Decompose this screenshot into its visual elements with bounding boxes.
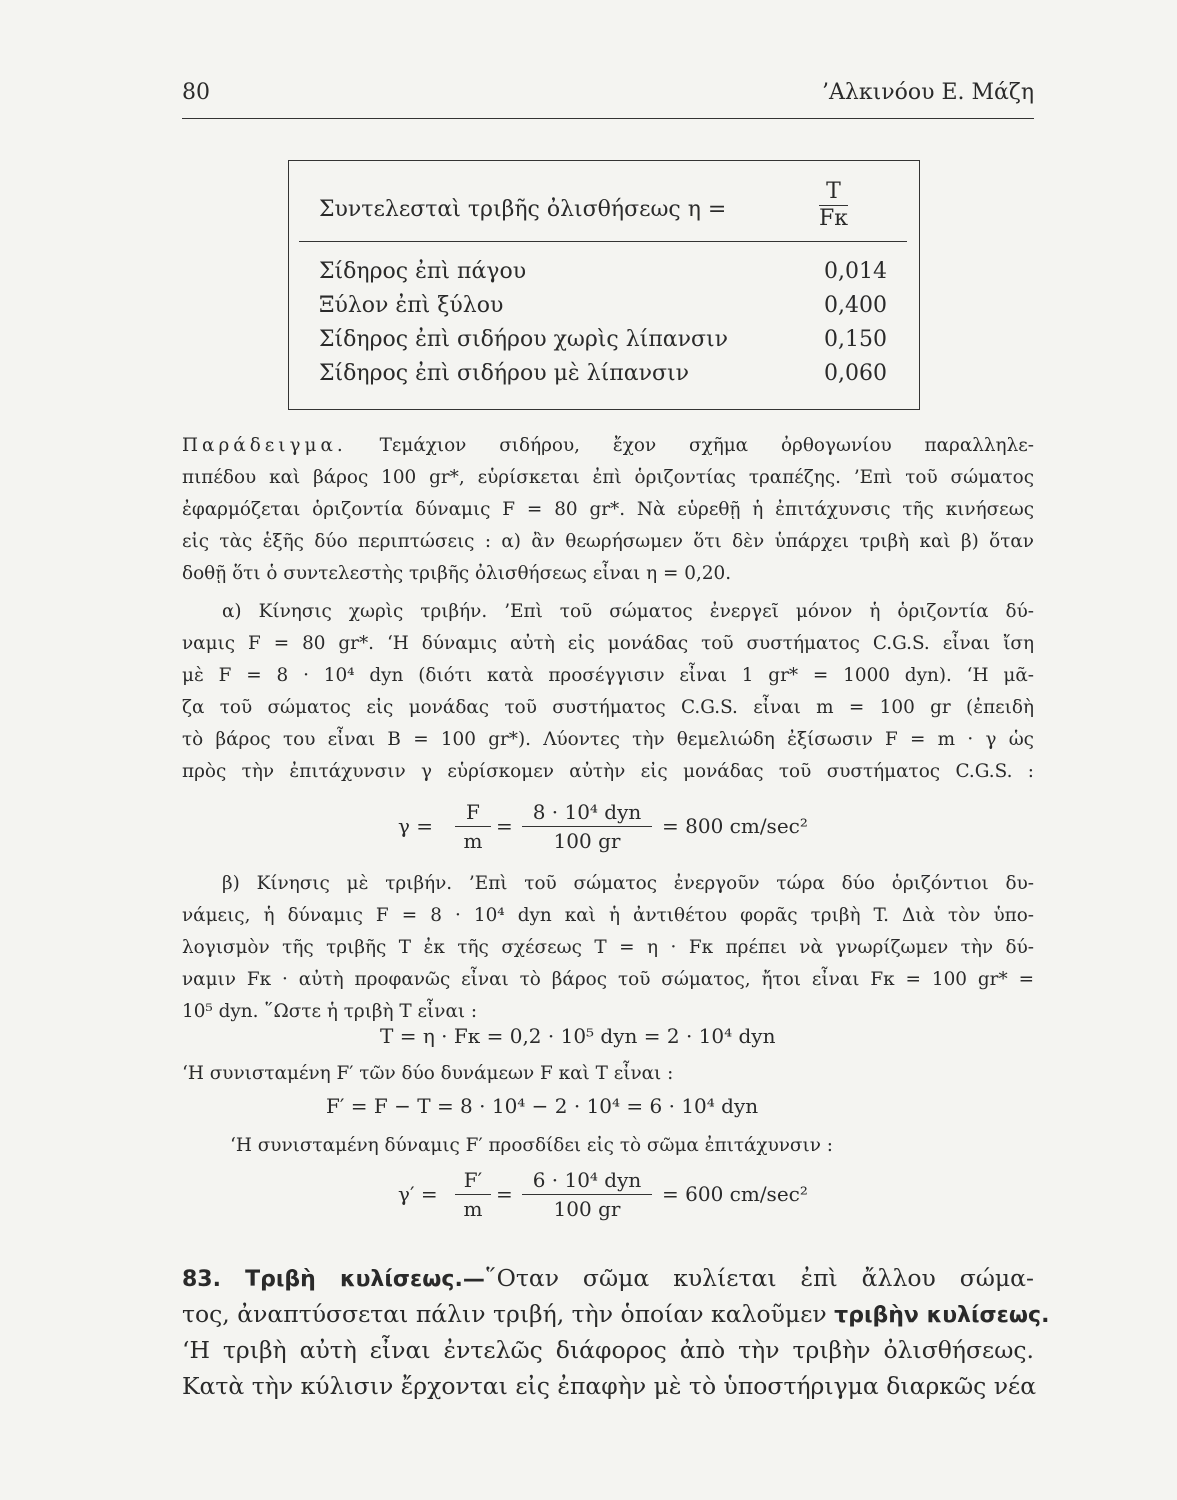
page-number: 80 <box>182 80 210 105</box>
text-line: ἐφαρμόζεται ὁριζοντία δύναμις F = 80 gr*. Νὰ εὑρεθῇ ἡ ἐπιτάχυνσις τῆς κινήσεως <box>182 499 1034 520</box>
text-line: δοθῇ ὅτι ὁ συντελεστὴς τριβῆς ὀλισθήσεως εἶναι η = 0,20. <box>182 563 732 584</box>
fraction-numerator: F′ <box>455 1166 491 1195</box>
text-line: ναμιν Fκ · αὐτὴ προφανῶς εἶναι τὸ βάρος τοῦ σώματος, ἤτοι εἶναι Fκ = 100 gr* = <box>182 969 1034 990</box>
key-term: τριβὴν κυλίσεως. <box>834 1303 1050 1328</box>
text-line: ‘Η συνισταμένη δύναμις F′ προσδίδει εἰς τὸ σῶμα ἐπιτάχυνσιν : <box>230 1135 833 1156</box>
value-cell: 0,150 <box>824 327 887 352</box>
text-line: τὸ βάρος του εἶναι B = 100 gr*). Λύοντες τὴν θεμελιώδη ἐξίσωσιν F = m · γ ὡς <box>182 729 1034 750</box>
text-line: λογισμὸν τῆς τριβῆς T ἐκ τῆς σχέσεως T = η · Fκ πρέπει νὰ γνωρίζωμεν τὴν δύ- <box>182 937 1034 958</box>
text-span: Τεμάχιον σιδήρου, ἔχον σχῆμα ὀρθογωνίου παραλληλε- <box>379 435 1034 456</box>
material-cell: Σίδηρος ἐπὶ πάγου <box>319 259 527 284</box>
table-title-fraction <box>819 179 848 232</box>
material-cell: Σίδηρος ἐπὶ σιδήρου χωρὶς λίπανσιν <box>319 327 729 352</box>
fraction-denominator: m <box>463 829 483 853</box>
value-cell: 0,014 <box>824 259 887 284</box>
section-heading: 83. Τριβὴ κυλίσεως.— <box>182 1267 485 1292</box>
eq-fraction <box>455 798 491 855</box>
value-cell: 0,400 <box>824 293 887 318</box>
eq-equals: = <box>496 814 513 838</box>
text-line: ‘Η συνισταμένη F′ τῶν δύο δυνάμεων F καὶ T εἶναι : <box>182 1063 674 1084</box>
fraction-numerator: T <box>819 179 848 206</box>
eq-rhs: = 800 cm/sec² <box>662 814 808 838</box>
eq-fraction <box>522 1166 652 1223</box>
table-row <box>319 259 887 291</box>
eq-equals: = <box>496 1182 513 1206</box>
text-line <box>182 430 1034 462</box>
fraction-numerator: 8 · 10⁴ dyn <box>522 798 652 827</box>
section-83 <box>182 1260 1050 1404</box>
text-line: Κατὰ τὴν κύλισιν ἔρχονται εἰς ἐπαφὴν μὲ τὸ ὑποστήριγμα διαρκῶς νέα <box>182 1372 1037 1400</box>
text-line: πιπέδου καὶ βάρος 100 gr*, εὑρίσκεται ἐπὶ ὁριζοντίας τραπέζης. ’Επὶ τοῦ σώματος <box>182 467 1034 488</box>
case-b-paragraph <box>182 868 1034 1028</box>
case-a-paragraph <box>182 596 1034 788</box>
example-paragraph <box>182 430 1034 590</box>
eq-fraction <box>455 1166 491 1223</box>
running-author: ’Αλκινόου Ε. Μάζη <box>822 80 1034 105</box>
fraction-numerator: F <box>455 798 491 827</box>
text-line <box>182 1296 1050 1332</box>
table-row <box>319 293 887 325</box>
text-line: εἰς τὰς ἑξῆς δύο περιπτώσεις : α) ἂν θεωρήσωμεν ὅτι δὲν ὑπάρχει τριβὴ καὶ β) ὅταν <box>182 531 1034 552</box>
page-header <box>182 80 1034 114</box>
text-line: ‘Η τριβὴ αὐτὴ εἶναι ἐντελῶς διάφορος ἀπὸ τὴν τριβὴν ὀλισθήσεως. <box>182 1336 1034 1364</box>
text-span: τος, ἀναπτύσσεται πάλιν τριβή, τὴν ὁποίαν καλοῦμεν <box>182 1300 827 1328</box>
value-cell: 0,060 <box>824 361 887 386</box>
material-cell: Σίδηρος ἐπὶ σιδήρου μὲ λίπανσιν <box>319 361 689 386</box>
equation-resultant: F′ = F − T = 8 · 10⁴ − 2 · 10⁴ = 6 · 10⁴ dyn <box>326 1094 759 1118</box>
text-line: 10⁵ dyn. ῞Ωστε ἡ τριβὴ T εἶναι : <box>182 1001 478 1022</box>
table-row <box>319 327 887 359</box>
eq-rhs: = 600 cm/sec² <box>662 1182 808 1206</box>
fraction-denominator: m <box>463 1197 483 1221</box>
table-row <box>319 361 887 393</box>
material-cell: Ξύλον ἐπὶ ξύλου <box>319 293 504 318</box>
text-line: νάμεις, ἡ δύναμις F = 8 · 10⁴ dyn καὶ ἡ ἀντιθέτου φορᾶς τριβὴ T. Διὰ τὸν ὑπο- <box>182 905 1034 926</box>
text-line: β) Κίνησις μὲ τριβήν. ’Επὶ τοῦ σώματος ἐνεργοῦν τώρα δύο ὁριζόντιοι δυ- <box>222 873 1034 894</box>
text-line <box>182 1260 1034 1296</box>
eq-fraction <box>522 798 652 855</box>
table-title: Συντελεσταὶ τριβῆς ὀλισθήσεως η = <box>319 197 727 222</box>
table-heading <box>319 181 909 241</box>
text-line: α) Κίνησις χωρὶς τριβήν. ’Επὶ τοῦ σώματος ἐνεργεῖ μόνον ἡ ὁριζοντία δύ- <box>222 601 1034 622</box>
example-label: Παράδειγμα. <box>182 435 347 456</box>
equation-friction: T = η · Fκ = 0,2 · 10⁵ dyn = 2 · 10⁴ dyn <box>380 1024 776 1048</box>
fraction-denominator: 100 gr <box>553 1197 621 1221</box>
text-line: ζα τοῦ σώματος εἰς μονάδας τοῦ συστήματος C.G.S. εἶναι m = 100 gr (ἐπειδὴ <box>182 697 1034 718</box>
header-rule <box>182 118 1034 119</box>
eq-lhs: γ′ = <box>398 1182 438 1206</box>
fraction-numerator: 6 · 10⁴ dyn <box>522 1166 652 1195</box>
text-span: ῞Οταν σῶμα κυλίεται ἐπὶ ἄλλου σώμα- <box>484 1264 1034 1292</box>
table-rule <box>299 241 907 242</box>
text-line: πρὸς τὴν ἐπιτάχυνσιν γ εὑρίσκομεν αὐτὴν εἰς μονάδας τοῦ συστήματος C.G.S. : <box>182 761 1034 782</box>
friction-coefficients-table <box>288 160 920 410</box>
eq-lhs: γ = <box>398 814 434 838</box>
fraction-denominator: Fκ <box>819 206 849 231</box>
fraction-denominator: 100 gr <box>553 829 621 853</box>
text-line: ναμις F = 80 gr*. ‘Η δύναμις αὐτὴ εἰς μονάδας τοῦ συστήματος C.G.S. εἶναι ἴση <box>182 633 1034 654</box>
text-line: μὲ F = 8 · 10⁴ dyn (διότι κατὰ προσέγγισιν εἶναι 1 gr* = 1000 dyn). ‘Η μᾶ- <box>182 665 1034 686</box>
